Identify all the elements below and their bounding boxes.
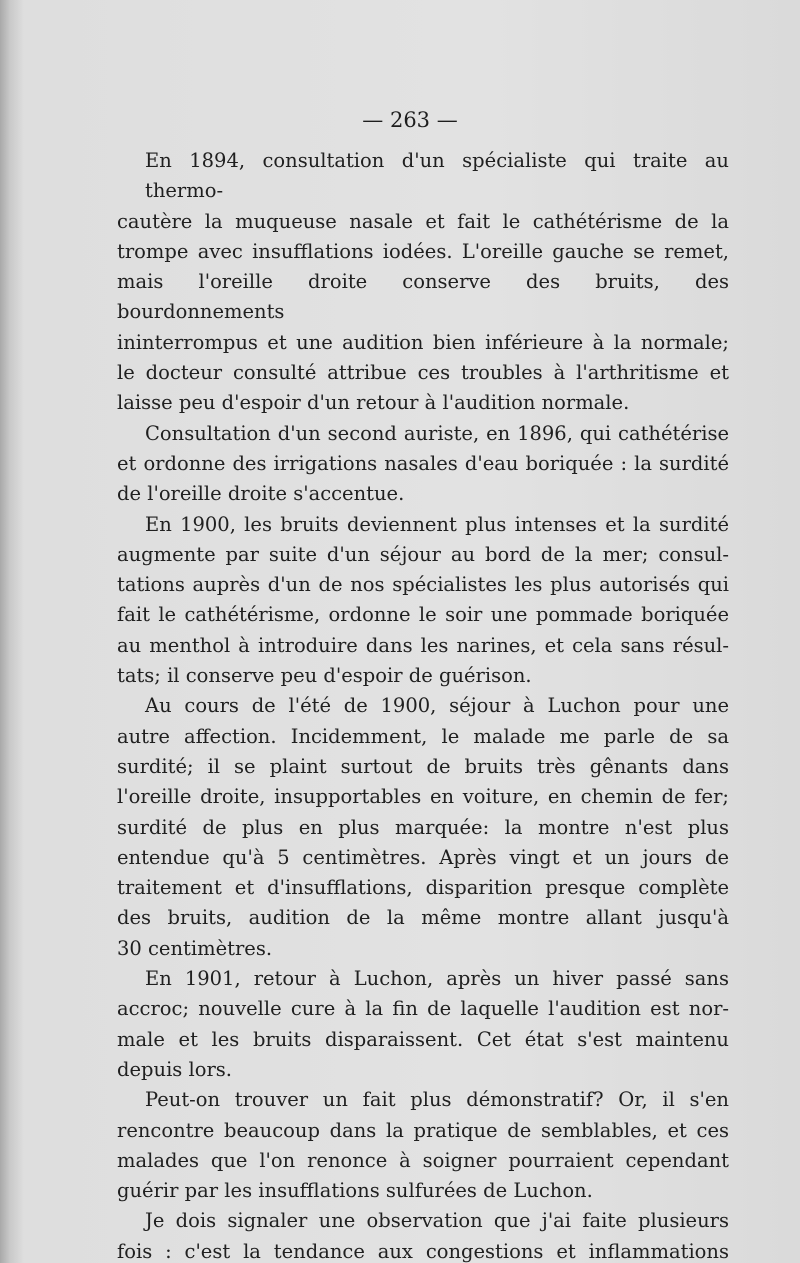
text-line: au menthol à introduire dans les narines, et cela sans résul- — [117, 633, 729, 657]
text-line: trompe avec insufflations iodées. L'oreille gauche se remet, — [117, 239, 729, 263]
text-line: En 1900, les bruits deviennent plus intenses et la surdité — [145, 512, 729, 536]
text-line: rencontre beaucoup dans la pratique de semblables, et ces — [117, 1118, 729, 1142]
body-text — [117, 146, 729, 1263]
text-line: accroc; nouvelle cure à la fin de laquelle l'audition est nor- — [117, 997, 729, 1021]
text-line: depuis lors. — [117, 1057, 233, 1081]
text-line: male et les bruits disparaissent. Cet état s'est maintenu — [117, 1027, 729, 1051]
text-line: fait le cathétérisme, ordonne le soir une pommade boriquée — [117, 603, 729, 627]
text-line: traitement et d'insufflations, disparition presque complète — [117, 876, 729, 900]
text-line: En 1894, consultation d'un spécialiste qui traite au thermo- — [145, 149, 729, 203]
text-line: guérir par les insufflations sulfurées de Luchon. — [117, 1179, 593, 1203]
text-line: En 1901, retour à Luchon, après un hiver passé sans — [145, 967, 729, 991]
text-line: laisse peu d'espoir d'un retour à l'audition normale. — [117, 391, 630, 415]
text-line: ininterrompus et une audition bien inférieure à la normale; — [117, 330, 729, 354]
text-line: autre affection. Incidemment, le malade me parle de sa — [117, 724, 729, 748]
text-line: l'oreille droite, insupportables en voiture, en chemin de fer; — [117, 785, 729, 809]
text-line: cautère la muqueuse nasale et fait le cathétérisme de la — [117, 209, 729, 233]
text-line: Consultation d'un second auriste, en 1896, qui cathétérise — [145, 421, 729, 445]
text-line: surdité de plus en plus marquée: la montre n'est plus — [117, 815, 729, 839]
text-line: tats; il conserve peu d'espoir de guérison. — [117, 664, 532, 688]
text-line: malades que l'on renonce à soigner pourraient cependant — [117, 1148, 729, 1172]
text-line: 30 centimètres. — [117, 936, 273, 960]
text-line: surdité; il se plaint surtout de bruits très gênants dans — [117, 754, 729, 778]
text-line: Je dois signaler une observation que j'ai faite plusieurs — [145, 1209, 729, 1233]
text-line: mais l'oreille droite conserve des bruits, des bourdonnements — [117, 270, 729, 324]
text-line: et ordonne des irrigations nasales d'eau boriquée : la surdité — [117, 451, 729, 475]
text-line: augmente par suite d'un séjour au bord de la mer; consul- — [117, 542, 729, 566]
text-line: Peut-on trouver un fait plus démonstratif? Or, il s'en — [145, 1088, 729, 1112]
text-line: Au cours de l'été de 1900, séjour à Luchon pour une — [145, 694, 729, 718]
text-line: entendue qu'à 5 centimètres. Après vingt et un jours de — [117, 845, 729, 869]
text-line: des bruits, audition de la même montre allant jusqu'à — [117, 906, 729, 930]
page-number: — 263 — — [362, 108, 458, 132]
text-line: tations auprès d'un de nos spécialistes les plus autorisés qui — [117, 573, 729, 597]
text-line: fois : c'est la tendance aux congestions et inflammations — [117, 1239, 729, 1263]
text-line: de l'oreille droite s'accentue. — [117, 482, 405, 506]
text-line: le docteur consulté attribue ces troubles à l'arthritisme et — [117, 361, 729, 385]
